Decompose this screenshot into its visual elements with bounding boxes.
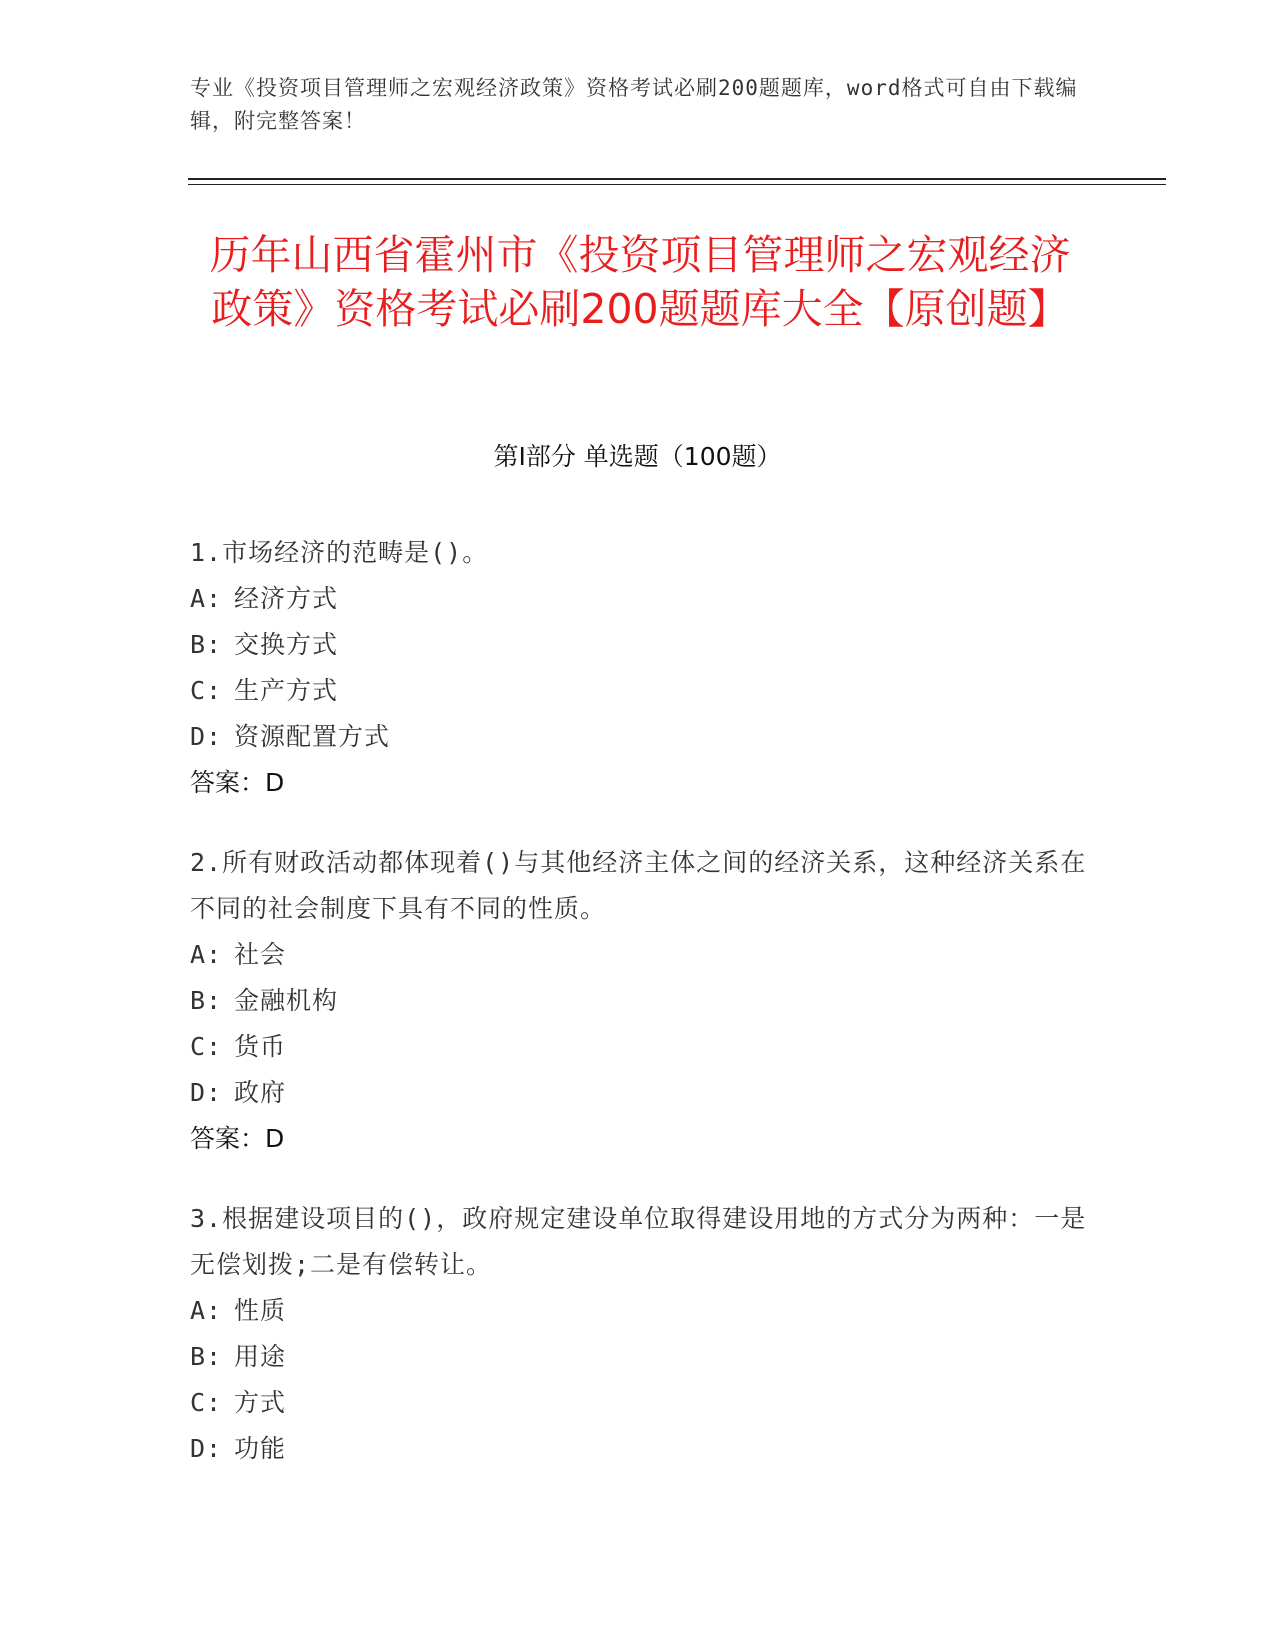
option-b: [190, 1334, 1090, 1380]
option-text: 经济方式: [234, 584, 339, 613]
option-letter: A:: [190, 584, 223, 613]
option-text: 政府: [234, 1078, 287, 1107]
option-c: [190, 1024, 1090, 1070]
option-text: 社会: [234, 940, 287, 969]
option-text: 货币: [234, 1032, 287, 1061]
option-text: 资源配置方式: [234, 722, 391, 751]
question-1: [190, 530, 1090, 806]
option-letter: A:: [190, 1296, 223, 1325]
question-stem: 2.所有财政活动都体现着()与其他经济主体之间的经济关系，这种经济关系在不同的社会制度下具有不同的性质。: [190, 848, 1087, 923]
document-title: 历年山西省霍州市《投资项目管理师之宏观经济政策》资格考试必刷200题题库大全【原创题】: [209, 231, 1071, 333]
option-text: 金融机构: [234, 986, 339, 1015]
option-letter: C:: [190, 1032, 223, 1061]
option-text: 用途: [234, 1342, 287, 1371]
option-text: 功能: [234, 1434, 287, 1463]
question-stem: 1.市场经济的范畴是()。: [190, 538, 489, 567]
section-heading: 第I部分 单选题（100题）: [493, 442, 782, 471]
header-divider-thick: [188, 178, 1166, 180]
option-d: [190, 1070, 1090, 1116]
option-text: 生产方式: [234, 676, 339, 705]
option-letter: D:: [190, 1434, 223, 1463]
option-d: [190, 714, 1090, 760]
option-c: [190, 1380, 1090, 1426]
option-letter: C:: [190, 1388, 223, 1417]
option-a: [190, 1288, 1090, 1334]
option-d: [190, 1426, 1090, 1472]
question-3: [190, 1196, 1090, 1472]
option-text: 交换方式: [234, 630, 339, 659]
option-a: [190, 576, 1090, 622]
option-a: [190, 932, 1090, 978]
option-b: [190, 622, 1090, 668]
option-letter: C:: [190, 676, 223, 705]
option-letter: D:: [190, 722, 223, 751]
question-list: [190, 530, 1090, 1506]
option-letter: B:: [190, 1342, 223, 1371]
answer-line: 答案：D: [190, 768, 285, 797]
option-letter: B:: [190, 986, 223, 1015]
option-c: [190, 668, 1090, 714]
option-text: 性质: [234, 1296, 287, 1325]
question-2: [190, 840, 1090, 1162]
option-b: [190, 978, 1090, 1024]
question-stem: 3.根据建设项目的()，政府规定建设单位取得建设用地的方式分为两种：一是无偿划拨;二是有偿转让。: [190, 1204, 1087, 1279]
option-text: 方式: [234, 1388, 287, 1417]
option-letter: D:: [190, 1078, 223, 1107]
answer-line: 答案：D: [190, 1124, 285, 1153]
header-divider-thin: [188, 184, 1166, 185]
header-note: 专业《投资项目管理师之宏观经济政策》资格考试必刷200题题库，word格式可自由下载编辑，附完整答案！: [190, 76, 1078, 133]
option-letter: A:: [190, 940, 223, 969]
option-letter: B:: [190, 630, 223, 659]
